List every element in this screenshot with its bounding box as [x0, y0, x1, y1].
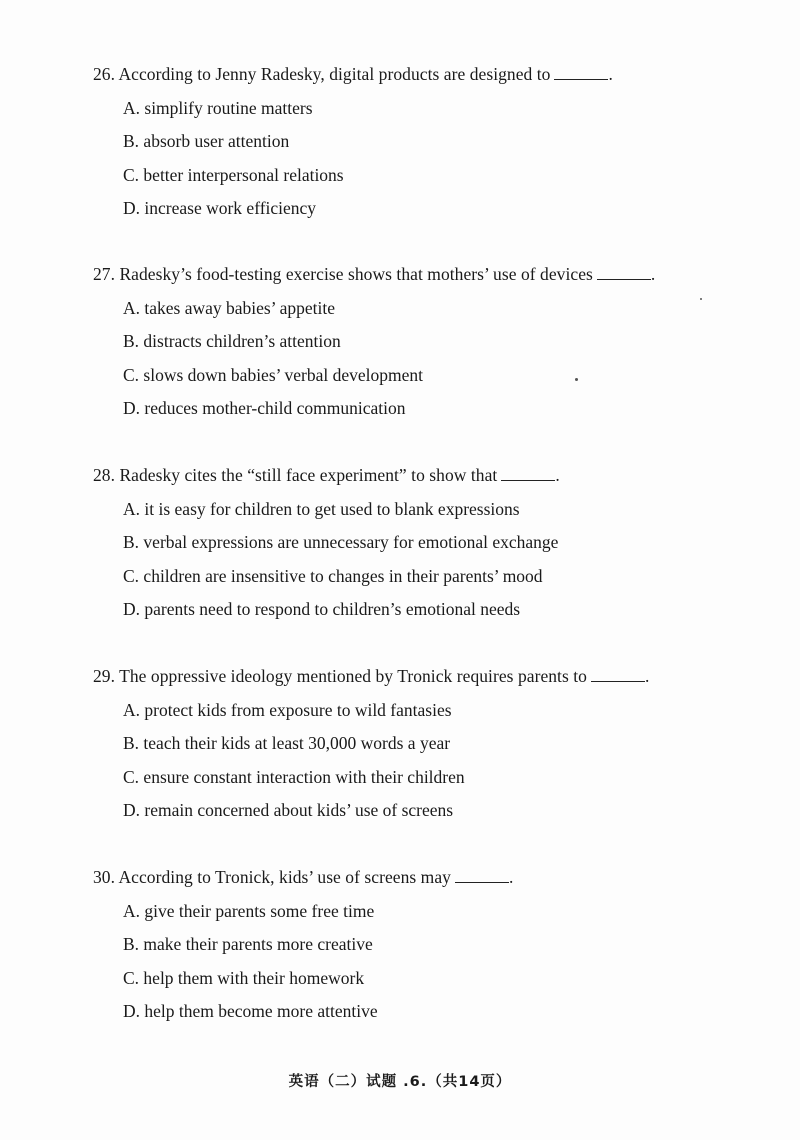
option-b: B. teach their kids at least 30,000 words a year	[123, 733, 451, 753]
scan-speck	[575, 378, 578, 381]
question-stem: 29. The oppressive ideology mentioned by Tronick requires parents to .	[93, 666, 650, 686]
option-d: D. increase work efficiency	[123, 198, 317, 218]
question-stem: 26. According to Jenny Radesky, digital products are designed to .	[93, 64, 613, 84]
option-a: A. simplify routine matters	[123, 97, 313, 118]
answer-blank	[597, 263, 651, 280]
question-stem: 27. Radesky’s food-testing exercise shows that mothers’ use of devices .	[93, 264, 656, 284]
question-stem: 30. According to Tronick, kids’ use of screens may .	[93, 867, 514, 887]
question-26	[93, 63, 733, 219]
question-stem: 28. Radesky cites the “still face experiment” to show that .	[93, 465, 560, 485]
option-a: A. give their parents some free time	[123, 900, 375, 921]
stem-text: 30. According to Tronick, kids’ use of screens may	[93, 867, 451, 887]
page-footer: 英语（二）试题 .6.（共14页）	[288, 1074, 512, 1090]
option-b: B. distracts children’s attention	[123, 331, 341, 351]
option-c: C. help them with their homework	[123, 967, 365, 988]
option-a: A. protect kids from exposure to wild fantasies	[123, 699, 452, 720]
option-a: A. it is easy for children to get used to blank expressions	[123, 498, 520, 519]
option-d: D. help them become more attentive	[123, 1001, 378, 1021]
option-b: B. make their parents more creative	[123, 934, 373, 954]
option-c: C. better interpersonal relations	[123, 164, 344, 185]
question-27	[93, 263, 733, 419]
option-c: C. children are insensitive to changes in their parents’ mood	[123, 565, 543, 586]
answer-blank	[455, 866, 509, 883]
scan-speck	[700, 298, 702, 300]
option-d: D. remain concerned about kids’ use of screens	[123, 800, 454, 820]
question-30	[93, 866, 733, 1022]
stem-text: 27. Radesky’s food-testing exercise shows that mothers’ use of devices	[93, 264, 593, 284]
answer-blank	[591, 665, 645, 682]
question-29	[93, 665, 733, 821]
option-a: A. takes away babies’ appetite	[123, 297, 336, 318]
question-28	[93, 464, 733, 620]
option-b: B. absorb user attention	[123, 131, 290, 151]
answer-blank	[554, 63, 608, 80]
option-b: B. verbal expressions are unnecessary for emotional exchange	[123, 532, 559, 552]
option-c: C. ensure constant interaction with their children	[123, 766, 465, 787]
option-c: C. slows down babies’ verbal development	[123, 364, 424, 385]
stem-text: 28. Radesky cites the “still face experiment” to show that	[93, 465, 498, 485]
stem-text: 29. The oppressive ideology mentioned by Tronick requires parents to	[93, 666, 587, 686]
option-d: D. parents need to respond to children’s emotional needs	[123, 599, 521, 619]
stem-text: 26. According to Jenny Radesky, digital products are designed to	[93, 64, 551, 84]
answer-blank	[501, 464, 555, 481]
option-d: D. reduces mother-child communication	[123, 398, 406, 418]
